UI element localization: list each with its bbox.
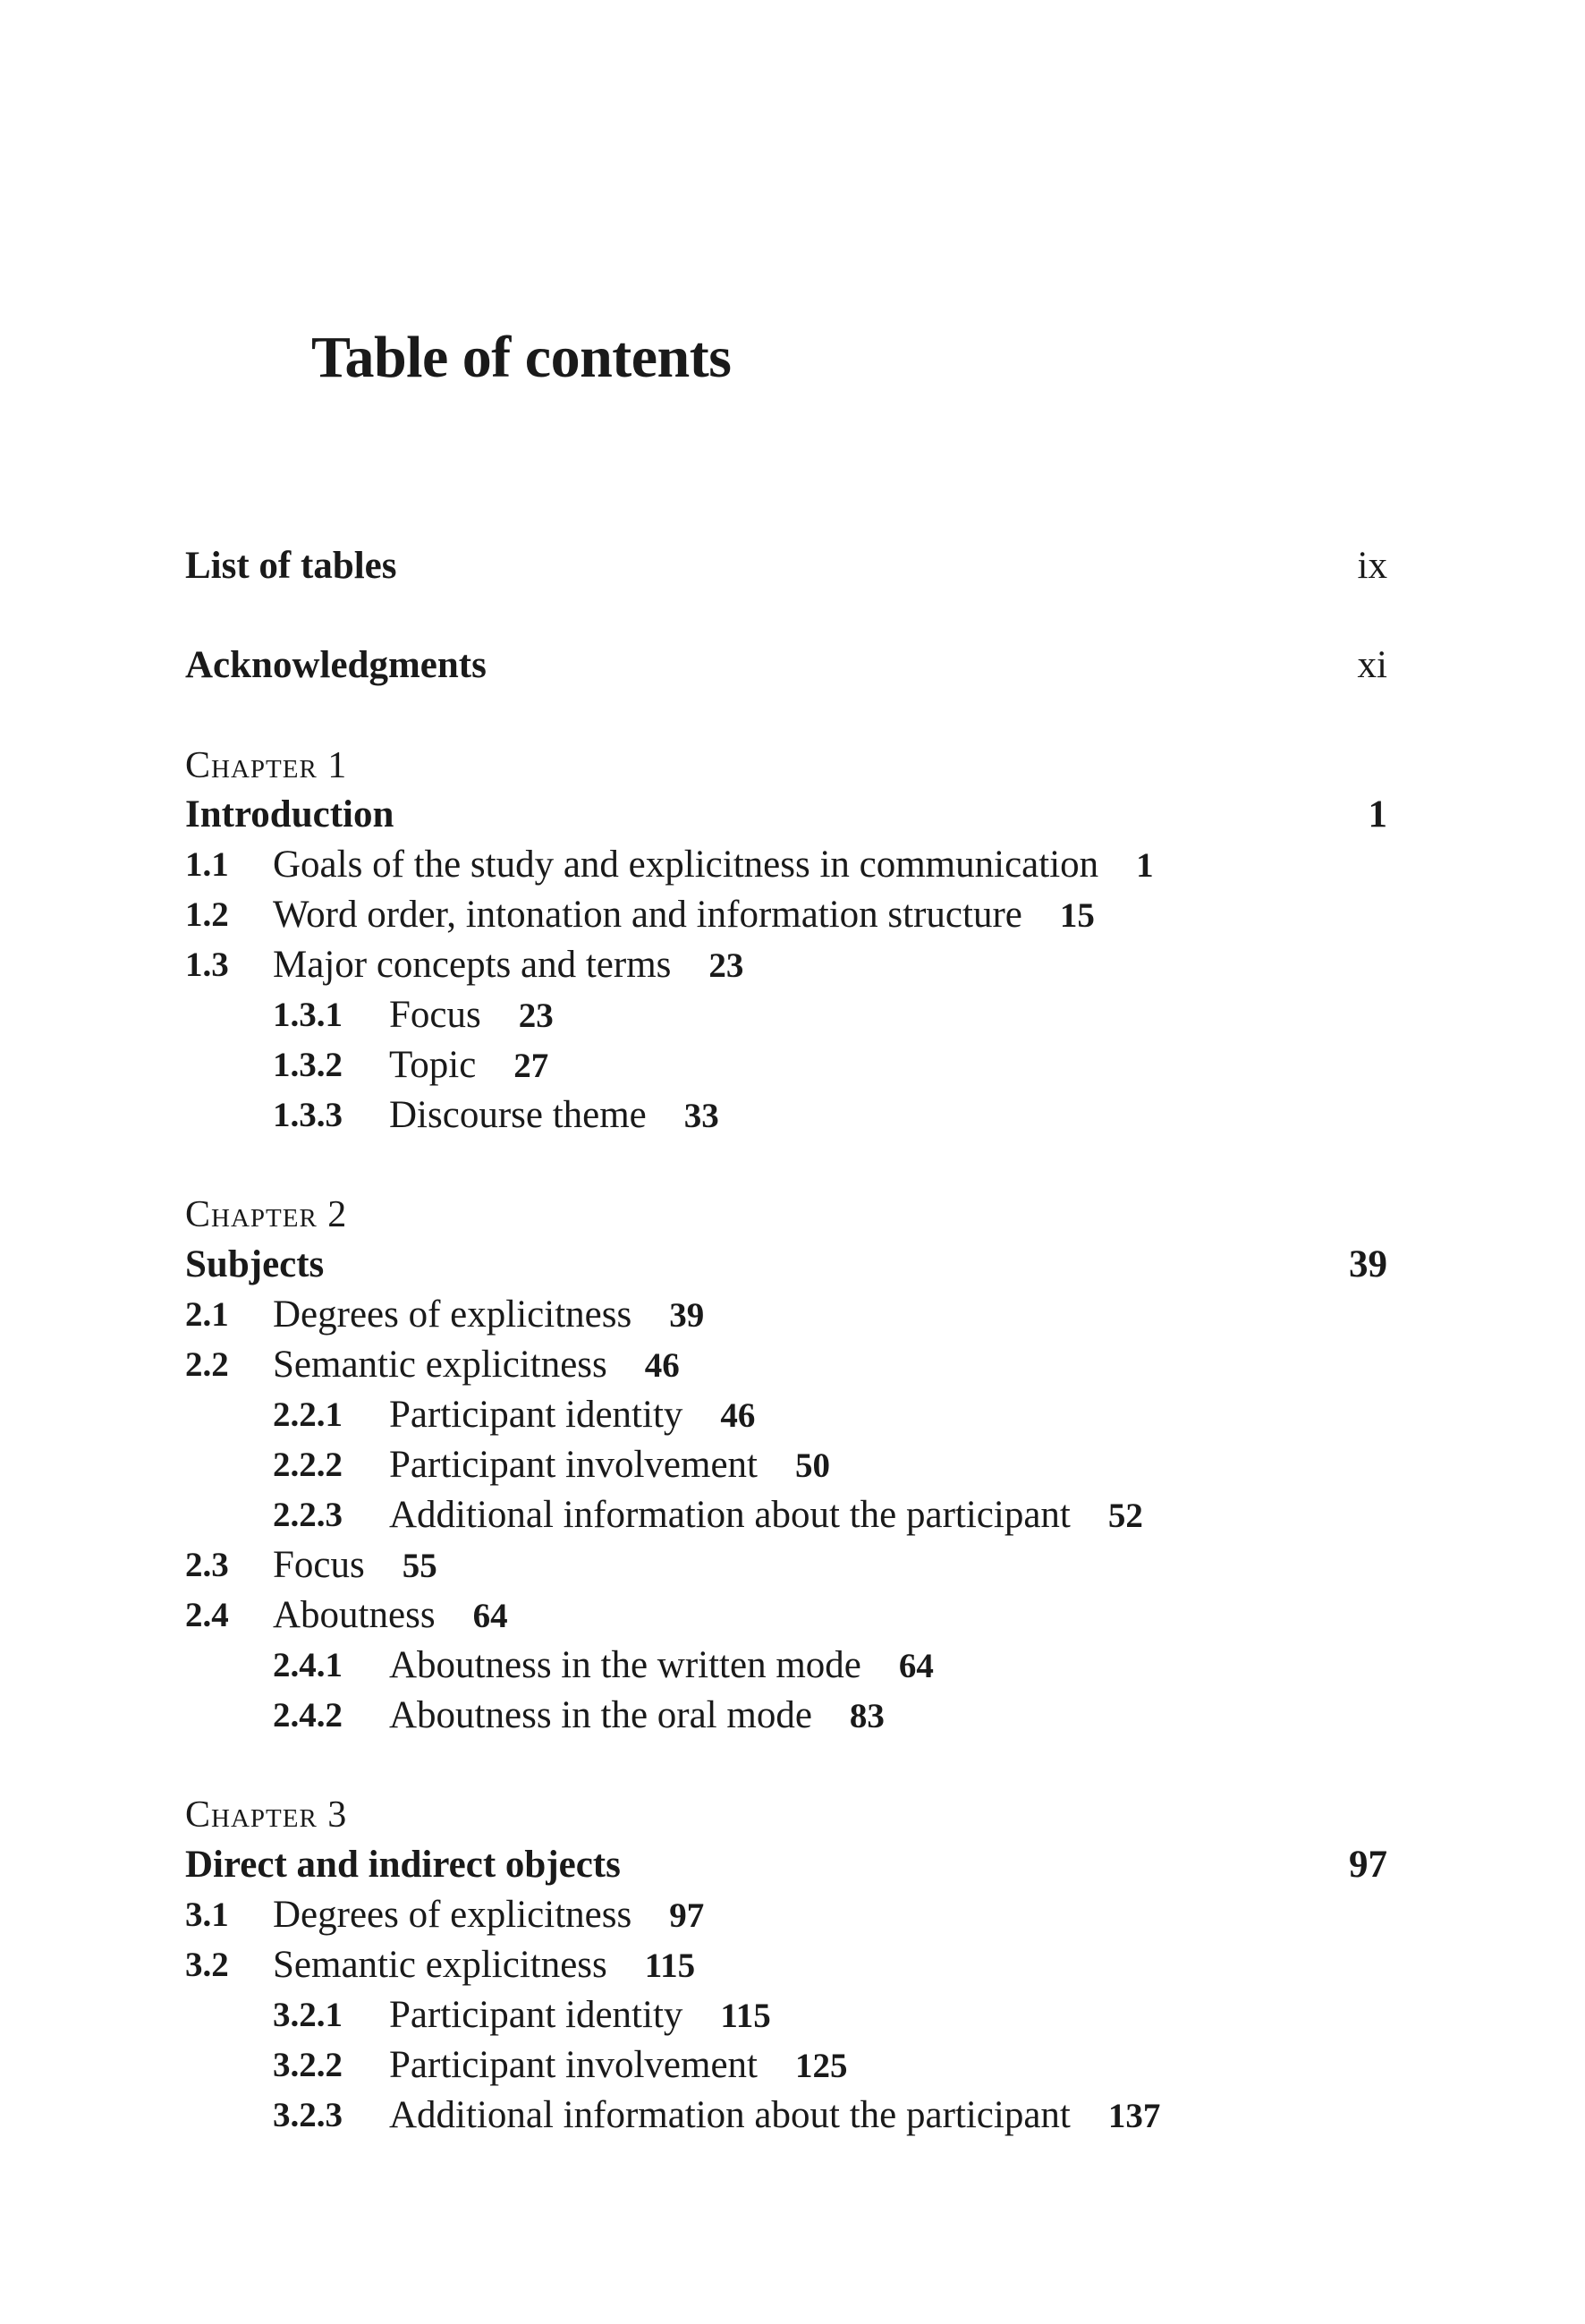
toc-section[interactable] (185, 840, 1387, 890)
section-page: 15 (1059, 896, 1095, 935)
toc-entry-title: Acknowledgments (185, 644, 487, 686)
toc-entry-list-of-tables[interactable] (185, 541, 1387, 591)
section-page: 83 (849, 1697, 885, 1735)
section-title: Focus (389, 994, 481, 1036)
section-title: Degrees of explicitness (273, 1894, 632, 1936)
section-title: Participant involvement (389, 1444, 758, 1486)
section-page: 50 (795, 1446, 830, 1485)
section-page: 33 (683, 1097, 719, 1135)
chapter-heading[interactable] (185, 1840, 1387, 1890)
section-title: Major concepts and terms (273, 944, 672, 986)
section-page: 23 (708, 946, 744, 985)
chapter-title: Subjects (185, 1243, 325, 1285)
section-page: 64 (898, 1647, 934, 1685)
section-title: Participant identity (389, 1394, 683, 1436)
chapter-title: Introduction (185, 793, 394, 835)
section-number: 3.1 (185, 1896, 229, 1934)
section-page: 23 (518, 997, 554, 1035)
chapter-heading[interactable] (185, 790, 1387, 840)
chapter-label: Chapter 2 (185, 1194, 348, 1235)
section-number: 2.2 (185, 1345, 229, 1384)
section-title: Discourse theme (389, 1094, 647, 1136)
section-title: Focus (273, 1544, 365, 1586)
page-title: Table of contents (311, 325, 732, 390)
section-title: Degrees of explicitness (273, 1293, 632, 1336)
section-number: 2.2.2 (273, 1446, 343, 1484)
section-title: Additional information about the participant (389, 2094, 1071, 2136)
section-page: 115 (720, 1997, 771, 2035)
section-number: 3.2 (185, 1946, 229, 1984)
toc-section[interactable] (185, 1290, 1387, 1340)
section-number: 3.2.1 (273, 1996, 343, 2034)
chapter-label: Chapter 1 (185, 745, 348, 786)
section-title: Semantic explicitness (273, 1944, 607, 1986)
toc-subsection[interactable] (185, 2091, 1387, 2141)
toc-subsection[interactable] (185, 2040, 1387, 2091)
toc-entry-acknowledgments[interactable] (185, 640, 1387, 691)
section-number: 1.3.3 (273, 1096, 343, 1134)
section-page: 125 (795, 2047, 848, 2085)
toc-section[interactable] (185, 1590, 1387, 1641)
chapter-label: Chapter 3 (185, 1794, 348, 1836)
section-title: Aboutness in the oral mode (389, 1694, 812, 1736)
toc-subsection[interactable] (185, 1691, 1387, 1741)
section-title: Goals of the study and explicitness in communication (273, 844, 1099, 886)
chapter-title: Direct and indirect objects (185, 1844, 621, 1886)
section-number: 3.2.3 (273, 2096, 343, 2134)
toc-subsection[interactable] (185, 1990, 1387, 2040)
toc-subsection[interactable] (185, 1641, 1387, 1691)
section-number: 1.3 (185, 946, 229, 984)
section-title: Word order, intonation and information structure (273, 894, 1022, 936)
toc-section[interactable] (185, 1340, 1387, 1390)
chapter-page: 97 (1349, 1844, 1387, 1886)
section-page: 137 (1107, 2097, 1161, 2135)
section-page: 55 (402, 1547, 437, 1585)
chapter-page: 39 (1349, 1243, 1387, 1285)
section-page: 64 (472, 1597, 508, 1635)
toc-entry-title: List of tables (185, 545, 397, 587)
section-title: Participant identity (389, 1994, 683, 2036)
toc-subsection[interactable] (185, 990, 1387, 1040)
section-number: 2.4 (185, 1596, 229, 1634)
section-page: 46 (644, 1346, 680, 1385)
section-number: 2.4.1 (273, 1646, 343, 1684)
section-title: Topic (389, 1044, 477, 1086)
section-number: 1.1 (185, 845, 229, 884)
section-page: 39 (669, 1296, 705, 1335)
chapter-page: 1 (1368, 793, 1387, 835)
section-title: Aboutness (273, 1594, 436, 1636)
toc-entry-page: ix (1357, 545, 1387, 587)
toc-section[interactable] (185, 1540, 1387, 1590)
section-number: 2.3 (185, 1546, 229, 1584)
section-number: 1.3.2 (273, 1046, 343, 1084)
toc-section[interactable] (185, 940, 1387, 990)
toc-section[interactable] (185, 1940, 1387, 1990)
section-title: Aboutness in the written mode (389, 1644, 861, 1686)
section-page: 52 (1107, 1497, 1143, 1535)
section-number: 2.4.2 (273, 1696, 343, 1735)
section-number: 3.2.2 (273, 2046, 343, 2084)
section-number: 2.2.1 (273, 1395, 343, 1434)
toc-section[interactable] (185, 1890, 1387, 1940)
section-page: 1 (1136, 846, 1154, 885)
chapter-heading[interactable] (185, 1240, 1387, 1290)
section-number: 1.3.1 (273, 996, 343, 1034)
section-number: 1.2 (185, 895, 229, 934)
section-number: 2.2.3 (273, 1496, 343, 1534)
section-page: 115 (644, 1947, 696, 1985)
section-number: 2.1 (185, 1295, 229, 1334)
section-title: Participant involvement (389, 2044, 758, 2086)
toc-subsection[interactable] (185, 1490, 1387, 1540)
toc-subsection[interactable] (185, 1040, 1387, 1090)
section-page: 97 (669, 1896, 705, 1935)
section-page: 27 (513, 1047, 549, 1085)
toc-subsection[interactable] (185, 1390, 1387, 1440)
toc-subsection[interactable] (185, 1090, 1387, 1141)
toc-entry-page: xi (1357, 644, 1387, 686)
section-page: 46 (720, 1396, 756, 1435)
section-title: Additional information about the participant (389, 1494, 1071, 1536)
toc-subsection[interactable] (185, 1440, 1387, 1490)
toc-section[interactable] (185, 890, 1387, 940)
section-title: Semantic explicitness (273, 1344, 607, 1386)
